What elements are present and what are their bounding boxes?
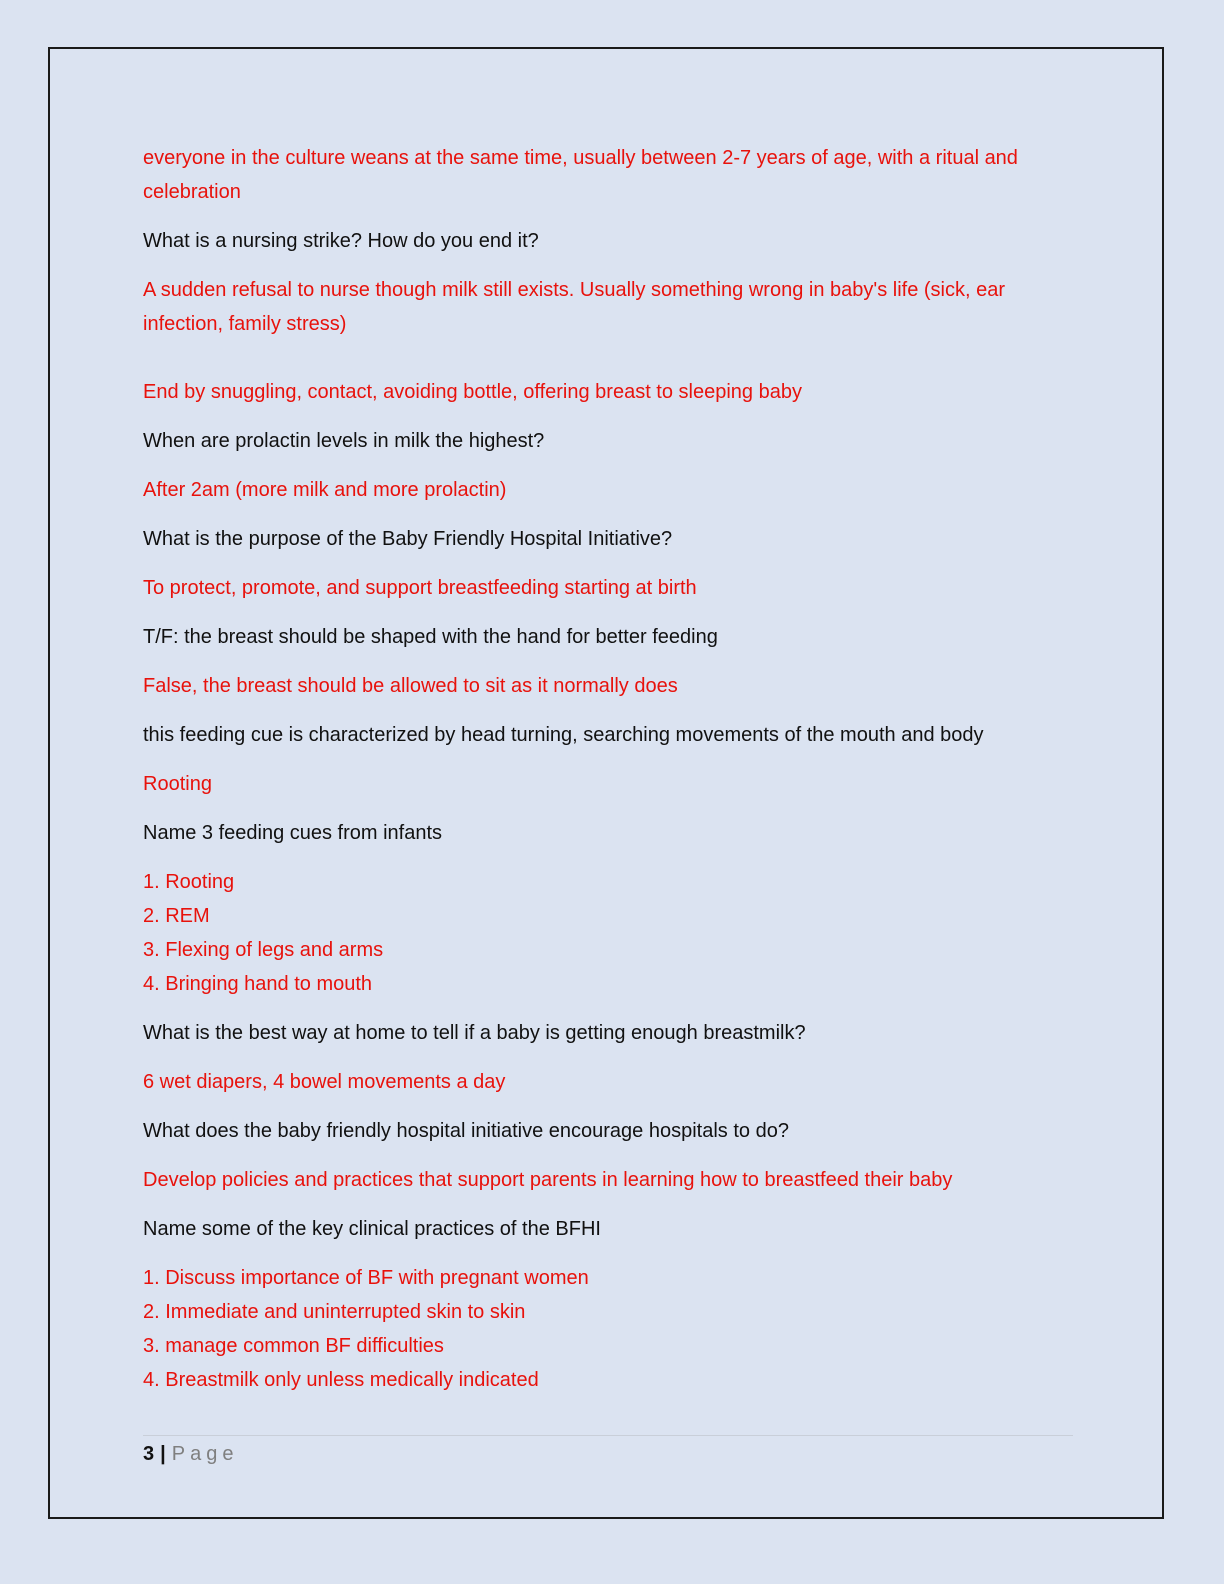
answer-text: After 2am (more milk and more prolactin) bbox=[143, 479, 507, 501]
list-item: 4. Bringing hand to mouth bbox=[143, 973, 373, 995]
list-item: 2. Immediate and uninterrupted skin to skin bbox=[143, 1301, 526, 1323]
question-text: this feeding cue is characterized by head turning, searching movements of the mouth and body bbox=[143, 724, 984, 746]
list-item: 1. Discuss importance of BF with pregnant women bbox=[143, 1267, 589, 1289]
answer-text: A sudden refusal to nurse though milk still exists. Usually something wrong in baby's life (sick, ear infection, family stress) bbox=[143, 279, 1005, 335]
answer-text: Develop policies and practices that support parents in learning how to breastfeed their baby bbox=[143, 1169, 953, 1191]
answer-list bbox=[143, 865, 1083, 1001]
footer-separator: | bbox=[160, 1443, 166, 1465]
answer-text: To protect, promote, and support breastfeeding starting at birth bbox=[143, 577, 697, 599]
answer-list bbox=[143, 1261, 1083, 1397]
page-number: 3 bbox=[143, 1443, 155, 1465]
answer-text: 6 wet diapers, 4 bowel movements a day bbox=[143, 1071, 506, 1093]
footer-divider bbox=[143, 1435, 1073, 1436]
question-text: What is the best way at home to tell if a baby is getting enough breastmilk? bbox=[143, 1022, 806, 1044]
page-footer bbox=[143, 1440, 238, 1468]
list-item: 4. Breastmilk only unless medically indicated bbox=[143, 1369, 539, 1391]
answer-text: Rooting bbox=[143, 773, 212, 795]
list-item: 3. Flexing of legs and arms bbox=[143, 939, 384, 961]
answer-text: everyone in the culture weans at the same time, usually between 2-7 years of age, with a ritual and celebration bbox=[143, 147, 1018, 203]
answer-text: End by snuggling, contact, avoiding bottle, offering breast to sleeping baby bbox=[143, 381, 802, 403]
answer-text: False, the breast should be allowed to sit as it normally does bbox=[143, 675, 678, 697]
list-item: 1. Rooting bbox=[143, 871, 235, 893]
question-text: Name 3 feeding cues from infants bbox=[143, 822, 443, 844]
question-text: What does the baby friendly hospital initiative encourage hospitals to do? bbox=[143, 1120, 789, 1142]
list-item: 3. manage common BF difficulties bbox=[143, 1335, 444, 1357]
page-label: Page bbox=[171, 1443, 239, 1465]
question-text: What is a nursing strike? How do you end it? bbox=[143, 230, 539, 252]
document-body bbox=[143, 141, 1083, 1412]
question-text: T/F: the breast should be shaped with the hand for better feeding bbox=[143, 626, 718, 648]
question-text: Name some of the key clinical practices of the BFHI bbox=[143, 1218, 601, 1240]
list-item: 2. REM bbox=[143, 905, 210, 927]
question-text: When are prolactin levels in milk the highest? bbox=[143, 430, 545, 452]
question-text: What is the purpose of the Baby Friendly Hospital Initiative? bbox=[143, 528, 673, 550]
